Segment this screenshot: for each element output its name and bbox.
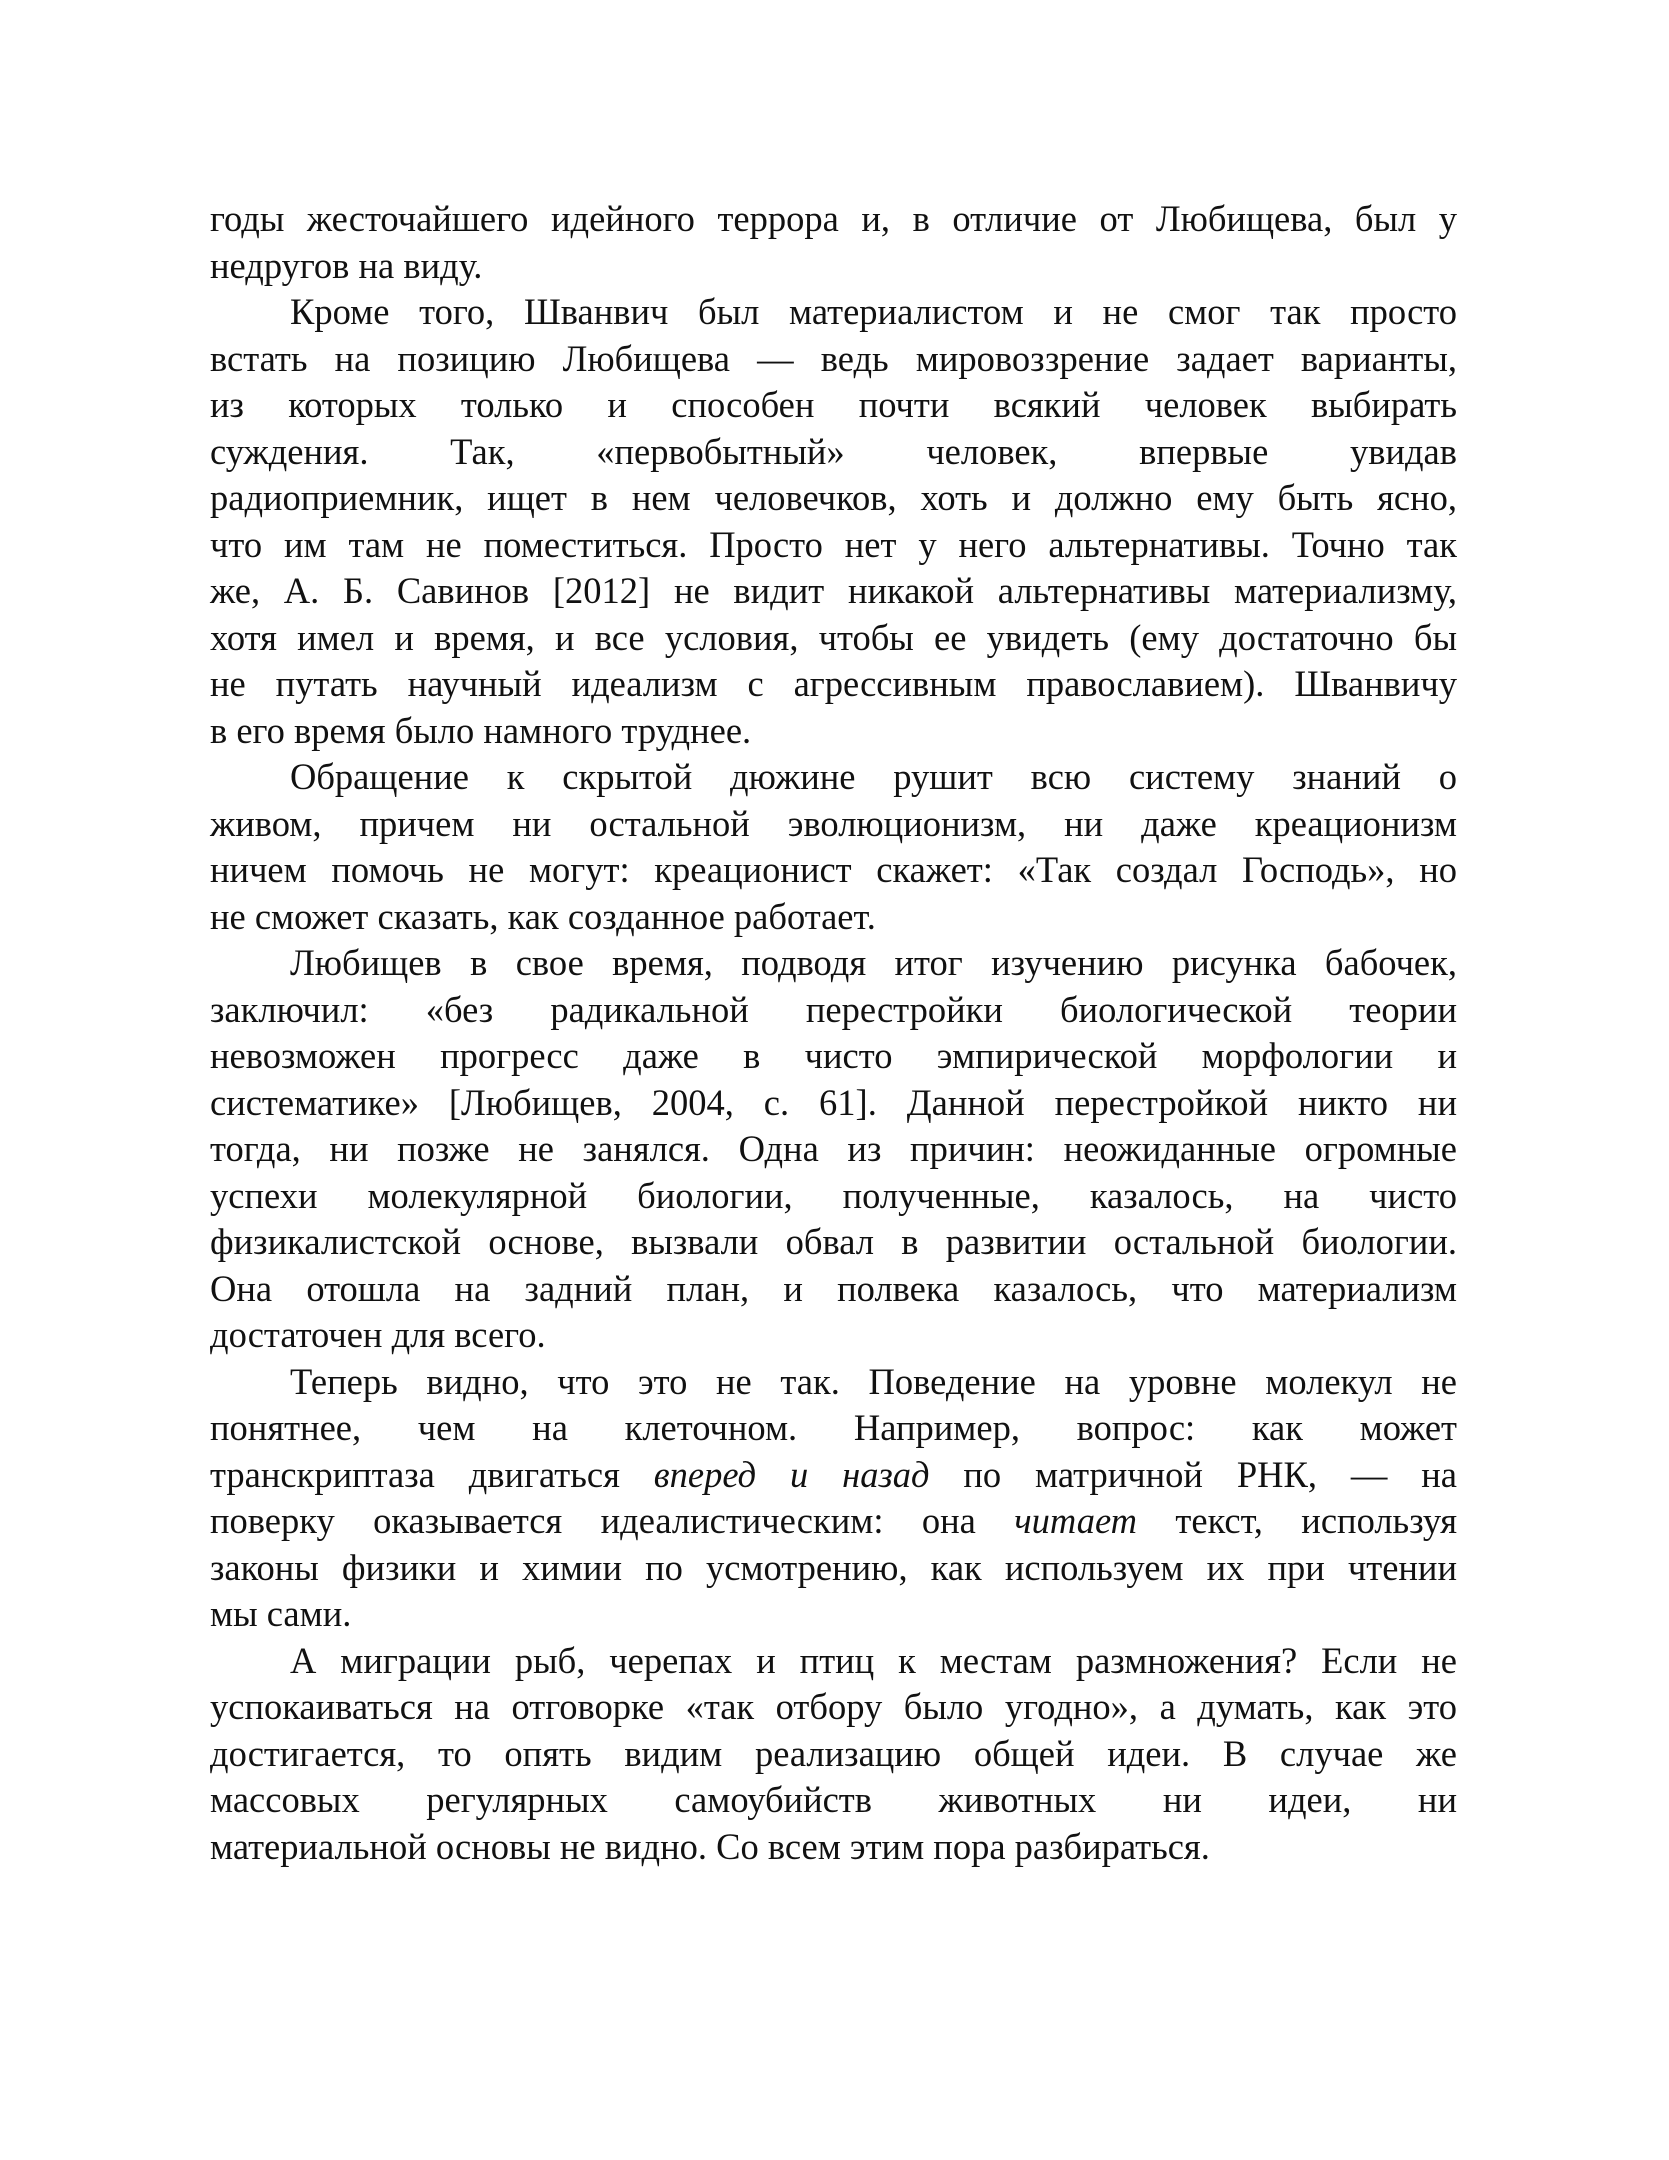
text-line: Любищев в свое время, подводя итог изучению рисунка бабочек, <box>290 942 1457 983</box>
text-line: законы физики и химии по усмотрению, как используем их при чтении <box>210 1546 1457 1588</box>
text-line: физикалистской основе, вызвали обвал в развитии остальной биологии. <box>210 1221 1457 1262</box>
paragraph <box>210 754 1457 940</box>
text-line: материальной основы не видно. Со всем этим пора разбираться. <box>210 1825 1210 1867</box>
text-line: А миграции рыб, черепах и птиц к местам размножения? Если не <box>290 1639 1457 1681</box>
paragraph <box>210 289 1457 754</box>
text-run: поверку оказывается идеалистическим: она <box>210 1500 1015 1541</box>
text-line: Она отошла на задний план, и полвека казалось, что материализм <box>210 1267 1457 1309</box>
emphasis-text: вперед и назад <box>653 1453 930 1495</box>
text-line: успокаиваться на отговорке «так отбору было угодно», а думать, как это <box>210 1686 1457 1727</box>
text-line: в его время было намного труднее. <box>210 709 752 751</box>
text-line: массовых регулярных самоубийств животных ни идеи, ни <box>210 1779 1457 1820</box>
emphasis-text: читает <box>1014 1500 1138 1541</box>
text-line: достигается, то опять видим реализацию общей идеи. В случае же <box>210 1732 1457 1774</box>
text-line: тогда, ни позже не занялся. Одна из причин: неожиданные огромные <box>210 1128 1457 1169</box>
document-page <box>210 196 1457 1870</box>
paragraph <box>210 940 1457 1359</box>
text-line: Теперь видно, что это не так. Поведение на уровне молекул не <box>290 1360 1457 1402</box>
text-run: текст, используя <box>1137 1500 1457 1541</box>
text-line: заключил: «без радикальной перестройки биологической теории <box>210 988 1457 1030</box>
text-line: систематике» [Любищев, 2004, с. 61]. Данной перестройкой никто ни <box>210 1081 1457 1123</box>
text-run: по матричной РНК, — на <box>929 1453 1457 1495</box>
text-line: Обращение к скрытой дюжине рушит всю систему знаний о <box>290 756 1457 797</box>
text-line: суждения. Так, «первобытный» человек, впервые увидав <box>210 430 1457 472</box>
paragraph <box>210 1359 1457 1638</box>
text-line <box>210 1452 1457 1499</box>
text-line: из которых только и способен почти всякий человек выбирать <box>210 384 1457 425</box>
paragraph <box>210 196 1457 289</box>
text-line: мы сами. <box>210 1593 352 1634</box>
text-line: недругов на виду. <box>210 244 483 286</box>
text-line: что им там не поместиться. Просто нет у него альтернативы. Точно так <box>210 523 1457 565</box>
text-line: невозможен прогресс даже в чисто эмпирической морфологии и <box>210 1035 1457 1076</box>
text-line: не сможет сказать, как созданное работает. <box>210 895 876 937</box>
text-line: Кроме того, Шванвич был материалистом и не смог так просто <box>290 291 1457 332</box>
text-line: живом, причем ни остальной эволюционизм, ни даже креационизм <box>210 802 1457 844</box>
text-line: радиоприемник, ищет в нем человечков, хоть и должно ему быть ясно, <box>210 477 1457 518</box>
text-line: понятнее, чем на клеточном. Например, вопрос: как может <box>210 1407 1457 1448</box>
text-line: же, А. Б. Савинов [2012] не видит никакой альтернативы материализму, <box>210 570 1457 611</box>
text-line: ничем помочь не могут: креационист скажет: «Так создал Господь», но <box>210 849 1457 890</box>
text-line: достаточен для всего. <box>210 1314 546 1355</box>
text-line: хотя имел и время, и все условия, чтобы ее увидеть (ему достаточно бы <box>210 616 1457 658</box>
paragraph <box>210 1638 1457 1871</box>
text-line: не путать научный идеализм с агрессивным православием). Шванвичу <box>210 663 1457 704</box>
text-run: транскриптаза двигаться <box>210 1453 654 1495</box>
text-line: успехи молекулярной биологии, полученные, казалось, на чисто <box>210 1174 1457 1216</box>
text-line: встать на позицию Любищева — ведь мировоззрение задает варианты, <box>210 337 1457 379</box>
text-line <box>210 1498 1457 1545</box>
text-line: годы жесточайшего идейного террора и, в отличие от Любищева, был у <box>210 198 1457 239</box>
